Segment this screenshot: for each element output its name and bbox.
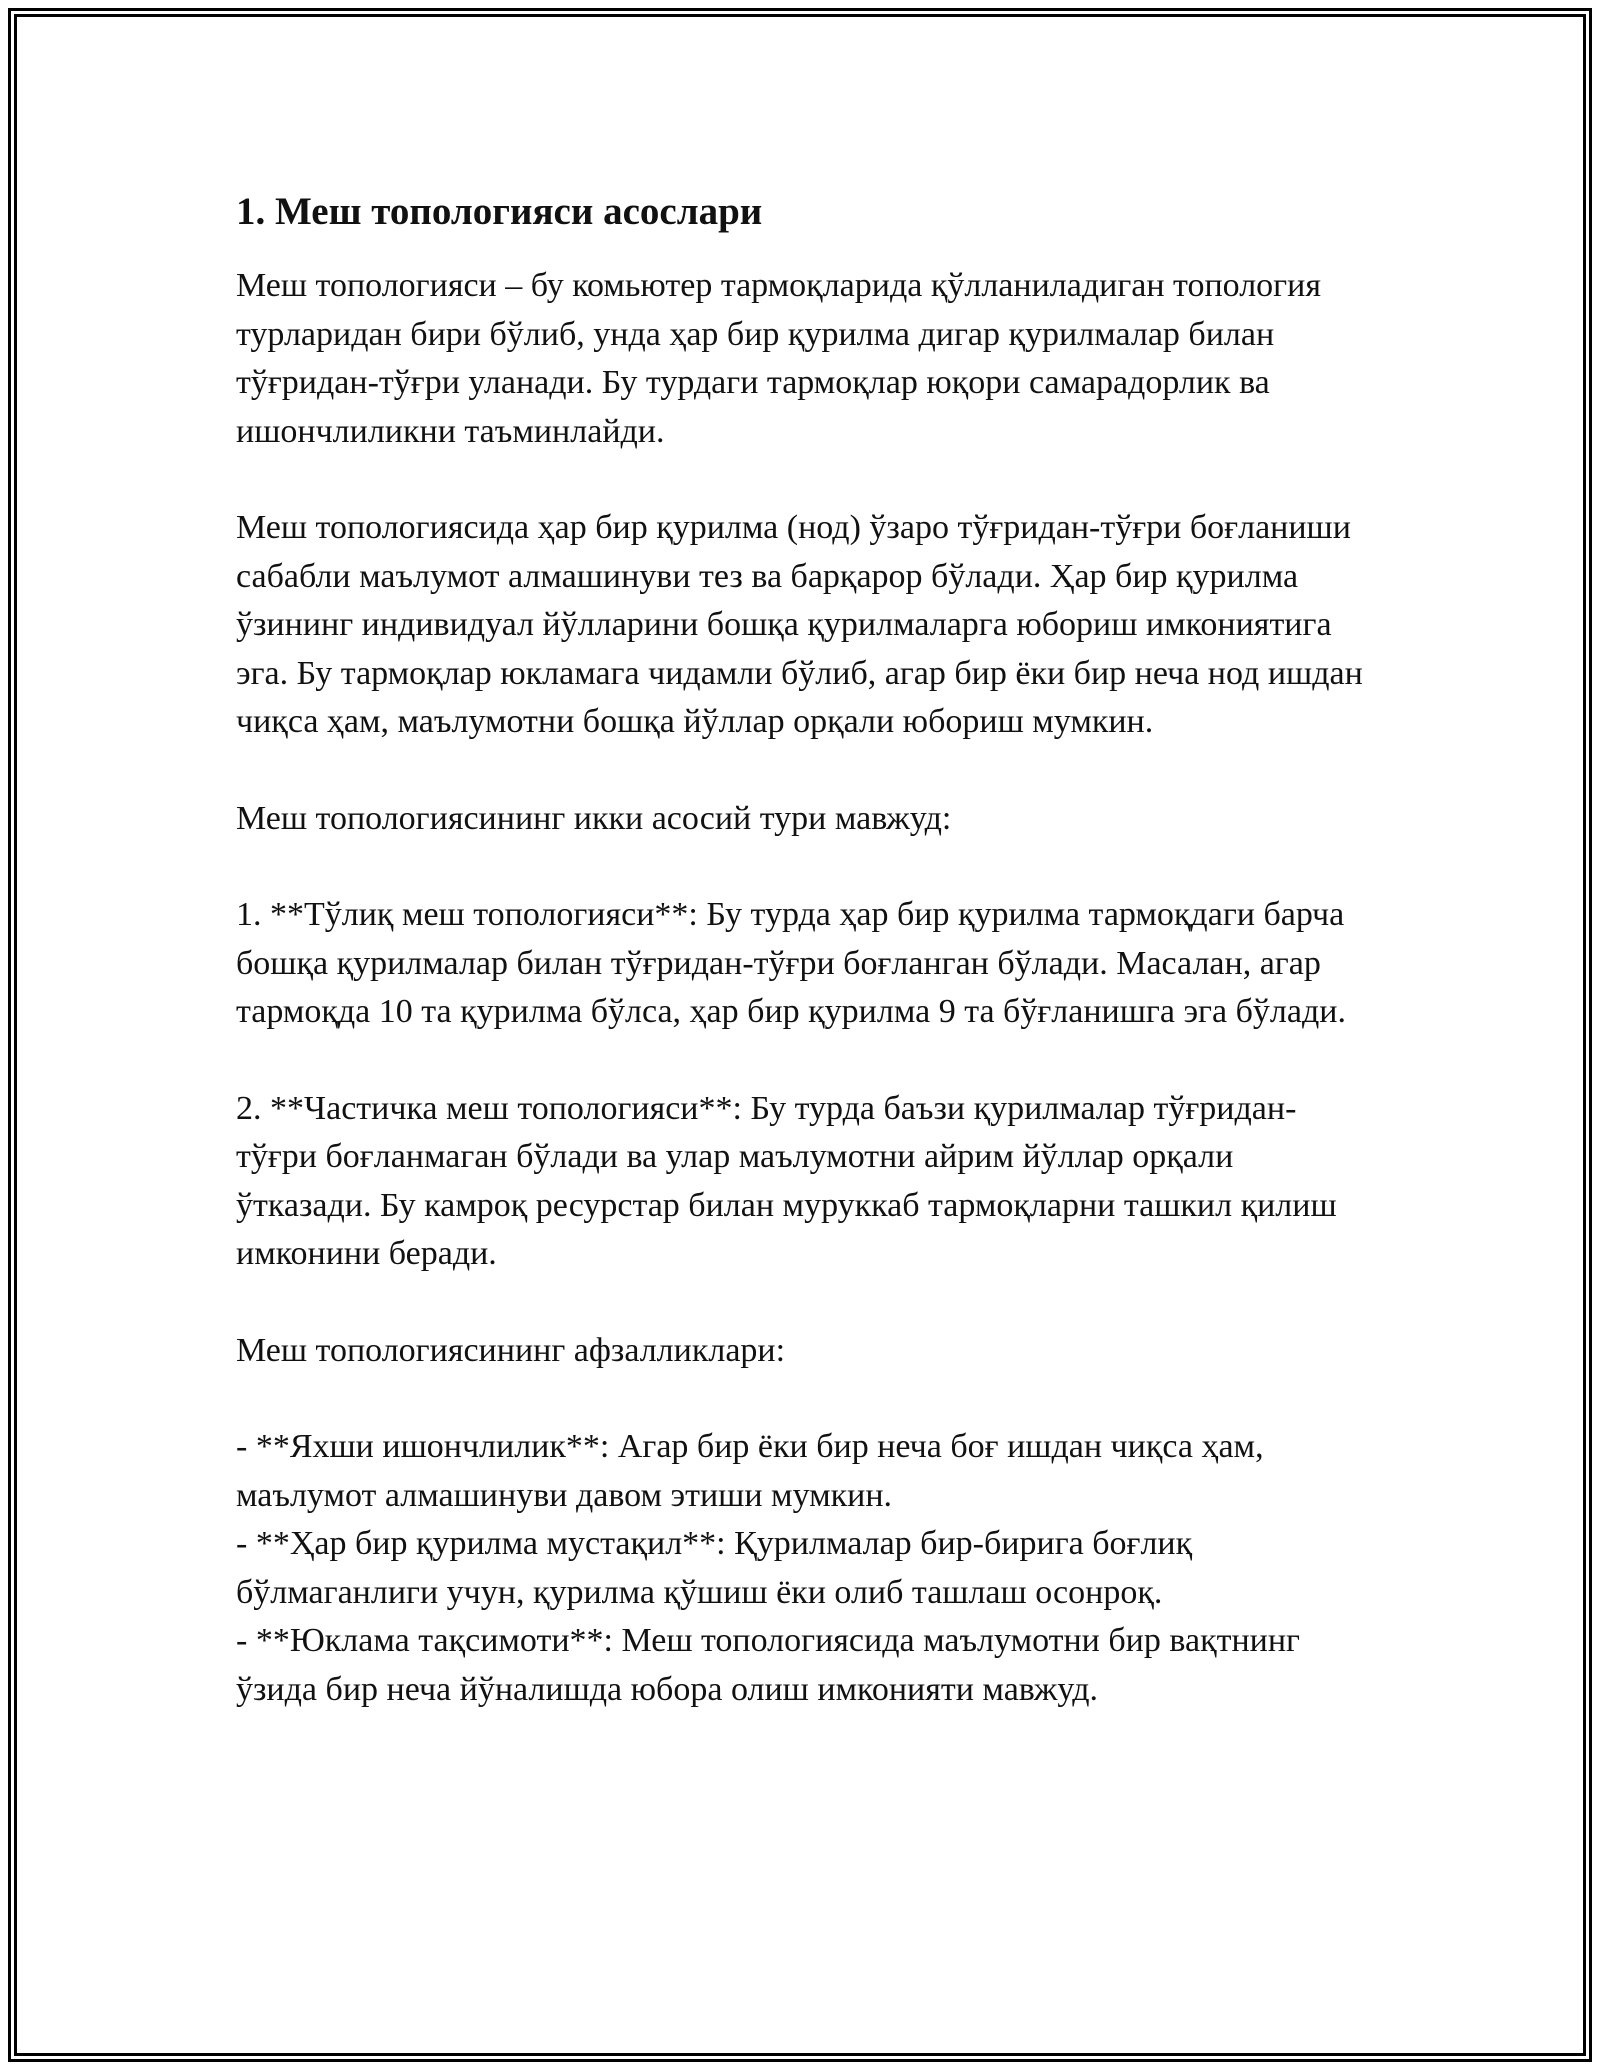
list-item: - **Яхши ишончлилик**: Агар бир ёки бир неча боғ ишдан чиқса ҳам, маълумот алмашинуви давом этиши мумкин. [236, 1428, 1264, 1514]
advantages-list [236, 1423, 1366, 1714]
paragraph-description: Меш топологиясида ҳар бир қурилма (нод) ўзаро тўғридан-тўғри боғланиши сабабли маълумот алмашинуви тез ва барқарор бўлади. Ҳар бир қурилма ўзининг индивидуал йўлларини бошқа қурилмаларга юбориш имкониятига эга. Бу тармоқлар юкламага чидамли бўлиб, агар бир ёки бир неча нод ишдан чиқса ҳам, маълумотни бошқа йўллар орқали юбориш мумкин. [236, 509, 1363, 740]
paragraph-advantages-intro: Меш топологиясининг афзалликлари: [236, 1331, 786, 1369]
document-body [236, 182, 1366, 1714]
paragraph-types-intro: Меш топологиясининг икки асосий тури мавжуд: [236, 799, 952, 837]
list-item: - **Юклама тақсимоти**: Меш топологиясида маълумотни бир вақтнинг ўзида бир неча йўналишда юбора олиш имконияти мавжуд. [236, 1622, 1300, 1708]
list-item: - **Ҳар бир қурилма мустақил**: Қурилмалар бир-бирига боғлиқ бўлмаганлиги учун, қурилма қўшиш ёки олиб ташлаш осонроқ. [236, 1525, 1193, 1611]
section-heading: 1. Меш топологияси асослари [236, 190, 763, 233]
paragraph-partial-mesh: 2. **Частичка меш топологияси**: Бу турда баъзи қурилмалар тўғридан-тўғри боғланмаган бўлади ва улар маълумотни айрим йўллар орқали ўтказади. Бу камроқ ресурстар билан муруккаб тармоқларни ташкил қилиш имконини беради. [236, 1089, 1337, 1272]
paragraph-full-mesh: 1. **Тўлиқ меш топологияси**: Бу турда ҳар бир қурилма тармоқдаги барча бошқа қурилмалар билан тўғридан-тўғри боғланган бўлади. Масалан, агар тармоқда 10 та қурилма бўлса, ҳар бир қурилма 9 та бўғланишга эга бўлади. [236, 896, 1346, 1030]
paragraph-intro: Меш топологияси – бу комьютер тармоқларида қўлланиладиган топология турларидан бири бўлиб, унда ҳар бир қурилма дигар қурилмалар билан тўғридан-тўғри уланади. Бу турдаги тармоқлар юқори самарадорлик ва ишончлиликни таъминлайди. [236, 267, 1321, 450]
